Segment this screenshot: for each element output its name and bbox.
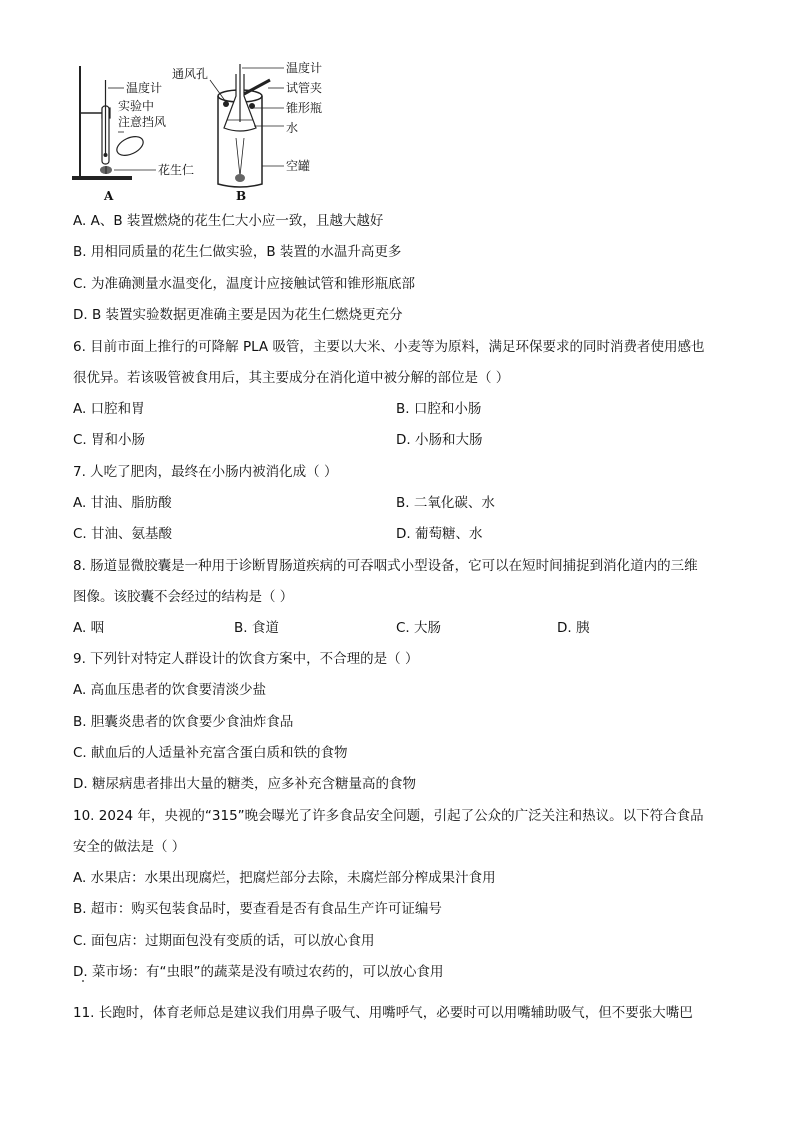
q8-stem-line-2: 图像。该胶囊不会经过的结构是（ ） xyxy=(73,589,294,605)
label-b-vent: 通风孔 xyxy=(172,67,209,81)
q6-option-b: B. 口腔和小肠 xyxy=(396,401,482,417)
stand-base xyxy=(72,176,132,180)
label-a-peanut: 花生仁 xyxy=(158,163,195,177)
flame-cone xyxy=(236,138,244,176)
thermometer-bulb-a xyxy=(104,153,108,157)
q9-stem: 9. 下列针对特定人群设计的饮食方案中，不合理的是（ ） xyxy=(73,651,419,667)
experiment-figure xyxy=(60,58,360,208)
apparatus-a xyxy=(72,66,194,203)
q9-option-d: D. 糖尿病患者排出大量的糖类，应多补充含糖量高的食物 xyxy=(73,776,416,792)
label-a-note-2: 注意挡风 xyxy=(118,115,167,129)
label-b-can: 空罐 xyxy=(286,159,311,173)
q5-option-d: D. B 装置实验数据更准确主要是因为花生仁燃烧更充分 xyxy=(73,307,403,323)
label-a-note-1: 实验中 xyxy=(118,99,155,113)
q5-option-c: C. 为准确测量水温变化，温度计应接触试管和锥形瓶底部 xyxy=(73,276,416,292)
q10-option-d: D. 菜市场：有“虫眼”的蔬菜是没有喷过农药的，可以放心食用 xyxy=(73,964,444,980)
q7-option-b: B. 二氧化碳、水 xyxy=(396,495,495,511)
label-b-thermometer: 温度计 xyxy=(286,61,323,75)
apparatus-diagram xyxy=(60,58,360,208)
q6-option-c: C. 胃和小肠 xyxy=(73,432,146,448)
q10-option-b: B. 超市：购买包装食品时，要查看是否有食品生产许可证编号 xyxy=(73,901,442,917)
q7-option-d: D. 葡萄糖、水 xyxy=(396,526,483,542)
q8-option-a: A. 咽 xyxy=(73,620,105,636)
q10-stem-line-2: 安全的做法是（ ） xyxy=(73,839,186,855)
q6-stem-line-1: 6. 目前市面上推行的可降解 PLA 吸管，主要以大米、小麦等为原料，满足环保要求的同时消费者使用感也 xyxy=(73,339,705,355)
q8-stem-line-1: 8. 肠道显微胶囊是一种用于诊断胃肠道疾病的可吞咽式小型设备，它可以在短时间捕捉到消化道内的三维 xyxy=(73,558,698,574)
q7-option-a: A. 甘油、脂肪酸 xyxy=(73,495,172,511)
q8-option-c: C. 大肠 xyxy=(396,620,442,636)
stray-dot xyxy=(82,980,84,982)
q7-option-c: C. 甘油、氨基酸 xyxy=(73,526,173,542)
apparatus-b xyxy=(172,60,322,203)
q9-option-b: B. 胆囊炎患者的饮食要少食油炸食品 xyxy=(73,714,294,730)
q6-stem-line-2: 很优异。若该吸管被食用后，其主要成分在消化道中被分解的部位是（ ） xyxy=(73,370,510,386)
caption-b: B xyxy=(236,189,247,203)
peanut-b xyxy=(235,174,245,182)
wind-shield xyxy=(114,133,146,159)
label-a-thermometer: 温度计 xyxy=(126,81,163,95)
q8-option-d: D. 胰 xyxy=(557,620,590,636)
label-b-water: 水 xyxy=(286,121,299,135)
q6-option-d: D. 小肠和大肠 xyxy=(396,432,483,448)
q10-stem-line-1: 10. 2024 年，央视的“315”晚会曝光了许多食品安全问题，引起了公众的广泛关注和热议。以下符合食品 xyxy=(73,808,704,824)
q10-option-c: C. 面包店：过期面包没有变质的话，可以放心食用 xyxy=(73,933,375,949)
label-b-flask: 锥形瓶 xyxy=(286,101,323,115)
q7-stem: 7. 人吃了肥肉，最终在小肠内被消化成（ ） xyxy=(73,464,338,480)
q6-option-a: A. 口腔和胃 xyxy=(73,401,145,417)
q11-stem-line-1: 11. 长跑时，体育老师总是建议我们用鼻子吸气、用嘴呼气，必要时可以用嘴辅助吸气，但不要张大嘴巴 xyxy=(73,1005,693,1021)
q9-option-c: C. 献血后的人适量补充富含蛋白质和铁的食物 xyxy=(73,745,348,761)
caption-a: A xyxy=(104,189,114,203)
q9-option-a: A. 高血压患者的饮食要清淡少盐 xyxy=(73,682,267,698)
label-b-clamp: 试管夹 xyxy=(286,81,323,95)
q5-option-b: B. 用相同质量的花生仁做实验，B 装置的水温升高更多 xyxy=(73,244,402,260)
q10-option-a: A. 水果店：水果出现腐烂，把腐烂部分去除，未腐烂部分榨成果汁食用 xyxy=(73,870,496,886)
q5-option-a: A. A、B 装置燃烧的花生仁大小应一致，且越大越好 xyxy=(73,213,384,229)
q8-option-b: B. 食道 xyxy=(234,620,279,636)
